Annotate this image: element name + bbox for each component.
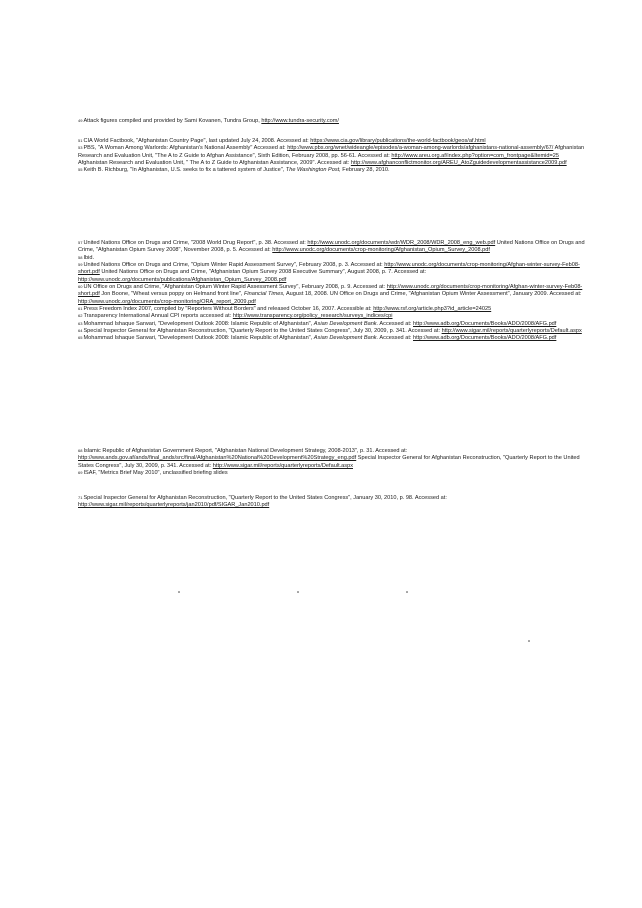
footnote-text: Mohammad Ishaque Sarwari, "Development Outlook 2008: Islamic Republic of Afghanistan", (83, 320, 313, 327)
footnote-link[interactable]: http://www.unodc.org/documents/publications/Afghanistan_Opium_Survey_2008.pdf (78, 276, 287, 283)
scan-speck (406, 591, 408, 593)
footnote (78, 470, 588, 477)
footnote-number: 61 (78, 306, 83, 312)
footnote-text: UN Office on Drugs and Crime, "Afghanistan Opium Winter Rapid Assessment Survey", February 2008, p. 9. Accessed at: (83, 284, 386, 291)
footnote-text: United Nations Office on Drugs and Crime, "Afghanistan Opium Survey 2008 Executive Summary", August 2008, p. 7. Accessed at: (101, 269, 427, 276)
footnote-number: 65 (78, 335, 83, 341)
footnote-text: Special Inspector General for Afghanistan Reconstruction, "Quarterly Report to the United States Congress", January 30, 2010, p. 98. Accessed at: (83, 495, 447, 501)
footnote-number: 59 (78, 262, 83, 268)
footnote-link[interactable]: http://www.adb.org/Documents/Books/ADO/2008/AFG.pdf (413, 335, 557, 342)
footnote (78, 145, 588, 167)
footnote (78, 284, 588, 306)
footnote-text: CIA World Factbook, "Afghanistan Country Page", last updated July 24, 2008. Accessed at: (83, 138, 309, 144)
scan-speck (297, 591, 299, 593)
footnote (78, 321, 588, 328)
footnote-text: August 18, 2008. UN Office on Drugs and Crime, "Afghanistan Opium Winter Assessment", January 2009. Accessed at: (285, 291, 582, 298)
footnote-text: Press Freedom Index 2007, compiled by "Reporters Without Borders" and released October 16, 2007. Accessible at: (83, 306, 372, 313)
footnote-link[interactable]: http://www.areu.org.af/index.php?option=com_frontpage&Itemid=25 (391, 152, 559, 159)
footnote-link[interactable]: http://www.rsf.org/article.php3?id_article=24025 (373, 306, 492, 313)
footnote (78, 495, 588, 510)
footnote-group-1 (78, 118, 588, 125)
footnote-link[interactable]: http://www.pbs.org/wnet/wideangle/episodes/a-woman-among-warlords/afghanistans-national-assembly/67/ (287, 145, 554, 152)
footnote-text: Transparency International Annual CPI reports accessed at: (83, 313, 232, 320)
footnote (78, 313, 588, 320)
footnote-text: Afghanistan Research and Evaluation Unit, " The A to Z Guide to Afghanistan Assistance, 2009". Accessed at: (78, 160, 350, 167)
footnote-publication: The Washington Post, (285, 167, 341, 174)
footnote-text: ISAF, "Metrics Brief May 2010", unclassified briefing slides (83, 470, 228, 477)
footnote-text: Accessed at: (379, 335, 412, 342)
footnote-group-5 (78, 495, 588, 510)
footnote-link[interactable]: http://www.ands.gov.af/ands/final_ands/src/final/Afghanistan%20National%20Development%20Strategy_eng.pdf (78, 455, 357, 462)
footnote (78, 306, 588, 313)
footnote-text: Special Inspector General for Afghanistan Reconstruction, "Quarterly Report to the United States Congress", July 30, 2009, p. 341. Accessed at: (83, 328, 441, 335)
footnote-number: 55 (78, 167, 83, 173)
footnote-group-4 (78, 448, 588, 477)
footnote-text: United Nations Office on Drugs and Crime, "2008 World Drug Report", p. 38. Accessed at: (83, 240, 306, 246)
footnote-publication: Financial Times, (244, 291, 285, 298)
footnote-link[interactable]: http://www.sigar.mil/reports/quarterlyreports/Default.aspx (441, 328, 582, 335)
footnote-link[interactable]: http://www.unodc.org/documents/crop-monitoring/ORA_report_2009.pdf (78, 298, 256, 305)
footnote-group-3 (78, 240, 588, 343)
footnote-text: Keith B. Richburg, "In Afghanistan, U.S. seeks to fix a tattered system of Justice", (83, 167, 285, 174)
footnote-number: 64 (78, 328, 83, 334)
footnote-number: 51 (78, 138, 83, 143)
footnote-text: Special Inspector General for Afghanistan Reconstruction, "Quarterly Report to the United States Congress", July 30, 2009, p. 341. Accessed at: (78, 455, 580, 469)
footnote-number: 49 (78, 118, 83, 123)
footnote-link[interactable]: http://www.sigar.mil/reports/quarterlyreports/Default.aspx (212, 462, 353, 469)
footnote-link[interactable]: http://www.unodc.org/documents/wdr/WDR_2008/WDR_2008_eng_web.pdf (307, 240, 496, 246)
footnote-number: 57 (78, 240, 83, 245)
footnote (78, 255, 588, 262)
footnote-link[interactable]: http://www.tundra-security.com/ (261, 118, 339, 124)
footnote-link[interactable]: https://www.cia.gov/library/publications/the-world-factbook/geos/af.html (310, 138, 486, 144)
footnote (78, 328, 588, 335)
footnote-publication: Asian Development Bank. (313, 320, 379, 327)
footnote-number: 62 (78, 313, 83, 319)
footnote-text: United Nations Office on Drugs and Crime, "Afghanistan Opium Survey 2008", November 2008, p. 5. Accessed at: (78, 240, 585, 254)
footnote-number: 53 (78, 145, 83, 151)
footnote-link[interactable]: http://www.afghanconflictmonitor.org/AREU_AtoZguidedevelopmentassistance2009.pdf (350, 160, 567, 167)
footnote-publication: Asian Development Bank. (313, 335, 379, 342)
footnote-text: Attack figures compiled and provided by Sami Kovanen, Tundra Group, (83, 118, 260, 124)
footnote-number: 68 (78, 448, 83, 453)
footnote-text: Islamic Republic of Afghanistan Government Report, "Afghanistan National Development Strategy, 2008-2013", p. 31. Accessed at: (83, 448, 408, 454)
footnote-link[interactable]: http://www.unodc.org/documents/crop-monitoring/Afghanistan_Opium_Survey_2008.pdf (272, 247, 490, 254)
footnote-text: February 28, 2010. (342, 167, 390, 174)
footnote-text: Afghanistan Research and Evaluation Unit, "The A to Z Guide to Afghan Assistance", Sixth Edition, February 2008, pp. 56-61. Accessed at: (78, 145, 585, 159)
footnote-text: Accessed at: (379, 320, 412, 327)
footnote-group-2 (78, 138, 588, 175)
footnote (78, 138, 588, 145)
footnote (78, 240, 588, 255)
footnote-number: 71 (78, 495, 83, 500)
footnote-link[interactable]: http://www.unodc.org/documents/crop-monitoring/Afghan-winter-survey-Feb08-short.pdf (78, 262, 580, 276)
footnote-text: United Nations Office on Drugs and Crime, "Opium Winter Rapid Assessment Survey", February 2008, p. 3. Accessed at: (83, 262, 383, 269)
footnote-link[interactable]: http://www.unodc.org/documents/crop-monitoring/Afghan-winter-survey-Feb08-short.pdf (78, 284, 583, 298)
scan-speck (528, 640, 530, 642)
footnote-number: 58 (78, 254, 83, 260)
footnote-link[interactable]: http://www.sigar.mil/reports/quarterlyreports/jan2010/pdf/SIGAR_Jan2010.pdf (78, 502, 270, 509)
footnote-link[interactable]: http://www.transparency.org/policy_research/surveys_indices/cpi (232, 313, 393, 320)
footnote (78, 262, 588, 284)
footnote-text: Mohammad Ishaque Sarwari, "Development Outlook 2008: Islamic Republic of Afghanistan", (83, 335, 313, 342)
footnote-link[interactable]: http://www.adb.org/Documents/Books/ADO/2008/AFG.pdf (413, 320, 557, 327)
footnote-text: Ibid. (83, 254, 95, 261)
scan-speck (178, 591, 180, 593)
footnote-text: Jon Boone, "Wheat versus poppy on Helmand front line", (101, 291, 243, 298)
footnote-number: 60 (78, 284, 83, 290)
footnote-number: 69 (78, 470, 83, 476)
footnote (78, 335, 588, 342)
footnote-text: PBS, "A Woman Among Warlords: Afghanistan's National Assembly" Accessed at: (83, 145, 286, 152)
footnote (78, 448, 588, 470)
footnote (78, 167, 588, 174)
footnote (78, 118, 588, 125)
footnote-number: 63 (78, 320, 83, 326)
